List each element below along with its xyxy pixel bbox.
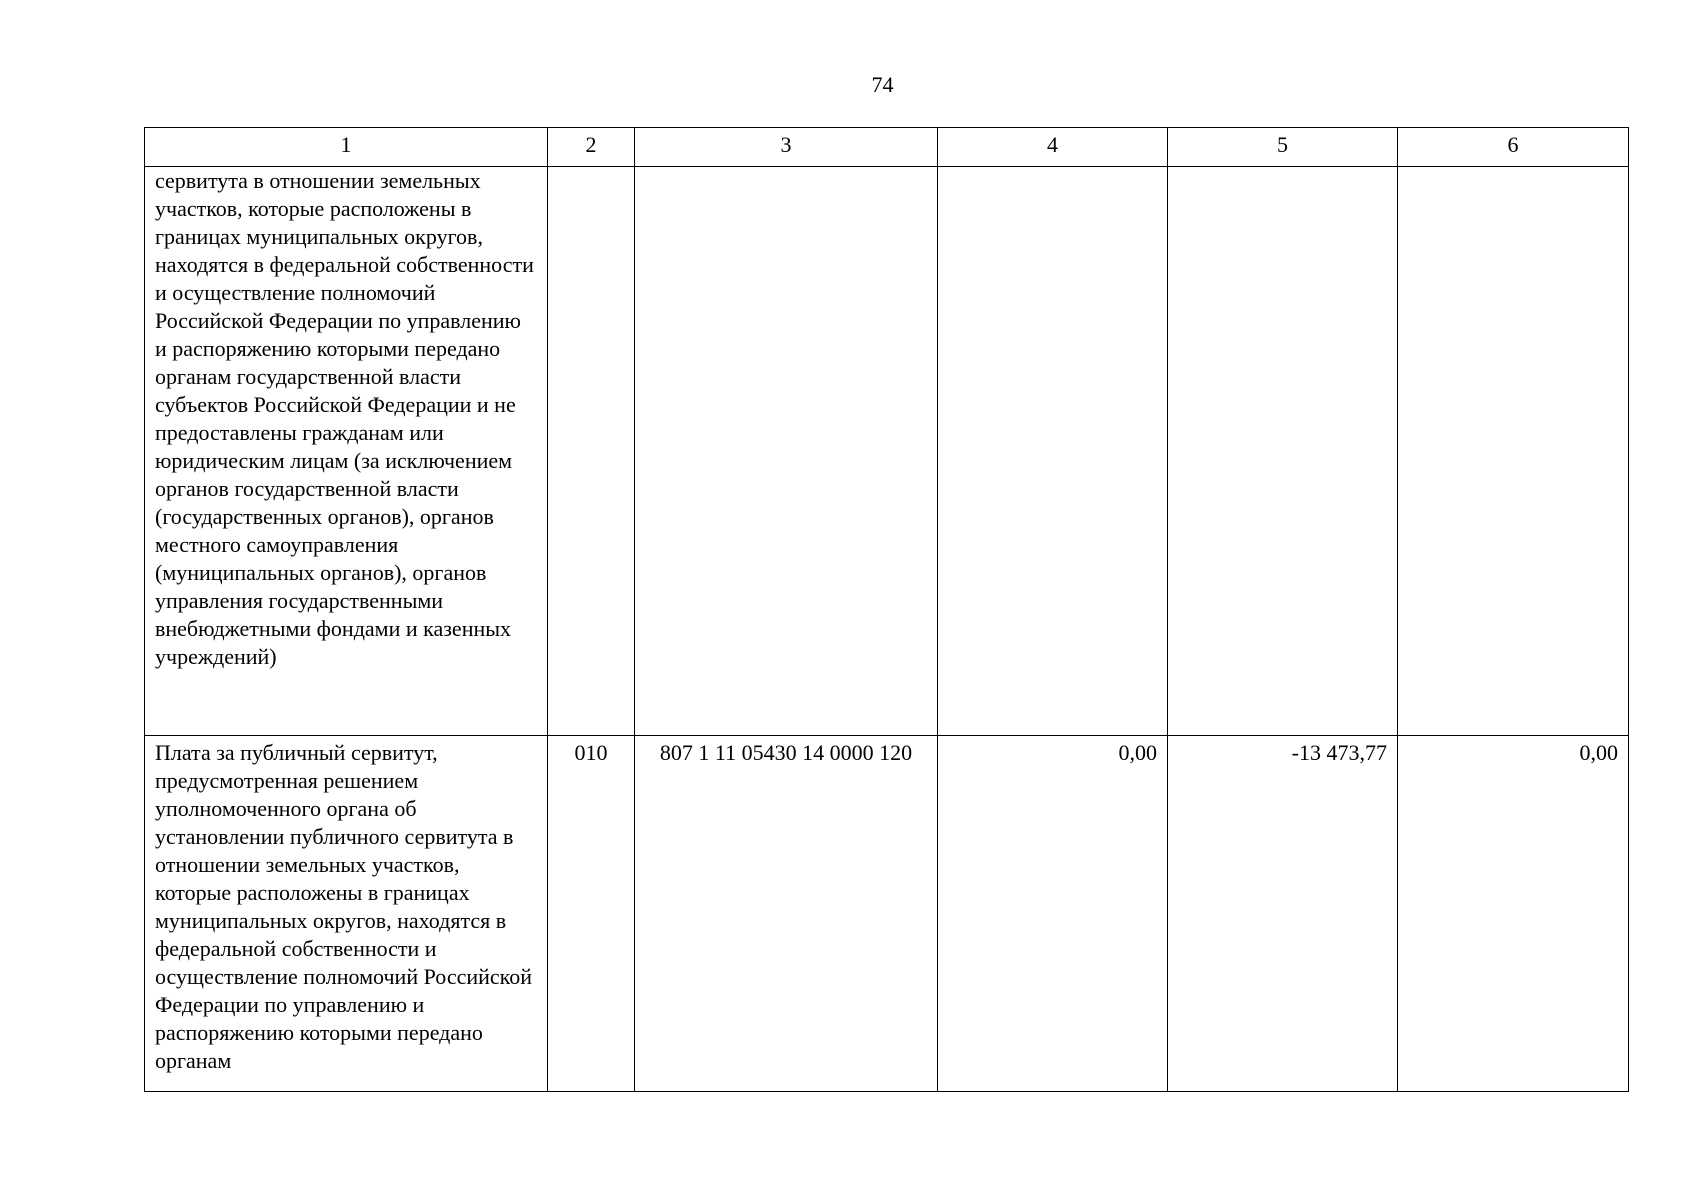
- cell-name: сервитута в отношении земельных участков, которые расположены в границах муниципальных округов, находятся в федеральной собственности и осуществление полномочий Российской Федерации по управлению и распоряжению которыми передано органам государственной власти субъектов Российской Федерации и не предоставлены гражданам или юридическим лицам (за исключением органов государственной власти (государственных органов), органов местного самоуправления (муниципальных органов), органов управления государственными внебюджетными фондами и казенных учреждений): [145, 167, 548, 736]
- budget-table: [144, 127, 1629, 1092]
- header-col-6: 6: [1398, 128, 1629, 167]
- table-row: [145, 167, 1629, 736]
- page-number: 74: [871, 72, 894, 97]
- header-col-3: 3: [635, 128, 938, 167]
- table-header: [145, 128, 1629, 167]
- cell-value-4: [938, 167, 1168, 736]
- cell-value-6: [1398, 167, 1629, 736]
- header-col-5: 5: [1168, 128, 1398, 167]
- cell-code: [548, 167, 635, 736]
- cell-value-5: [1168, 167, 1398, 736]
- header-col-1: 1: [145, 128, 548, 167]
- table-row: [145, 736, 1629, 1092]
- cell-code: 010: [548, 736, 635, 1092]
- cell-value-5: -13 473,77: [1168, 736, 1398, 1092]
- header-col-2: 2: [548, 128, 635, 167]
- header-col-4: 4: [938, 128, 1168, 167]
- cell-name: Плата за публичный сервитут, предусмотренная решением уполномоченного органа об установлении публичного сервитута в отношении земельных участков, которые расположены в границах муниципальных округов, находятся в федеральной собственности и осуществление полномочий Российской Федерации по управлению и распоряжению которыми передано органам: [145, 736, 548, 1092]
- header-row: [145, 128, 1629, 167]
- cell-value-6: 0,00: [1398, 736, 1629, 1092]
- cell-value-4: 0,00: [938, 736, 1168, 1092]
- cell-kbk: [635, 167, 938, 736]
- table-body: [145, 167, 1629, 1092]
- cell-kbk: 807 1 11 05430 14 0000 120: [635, 736, 938, 1092]
